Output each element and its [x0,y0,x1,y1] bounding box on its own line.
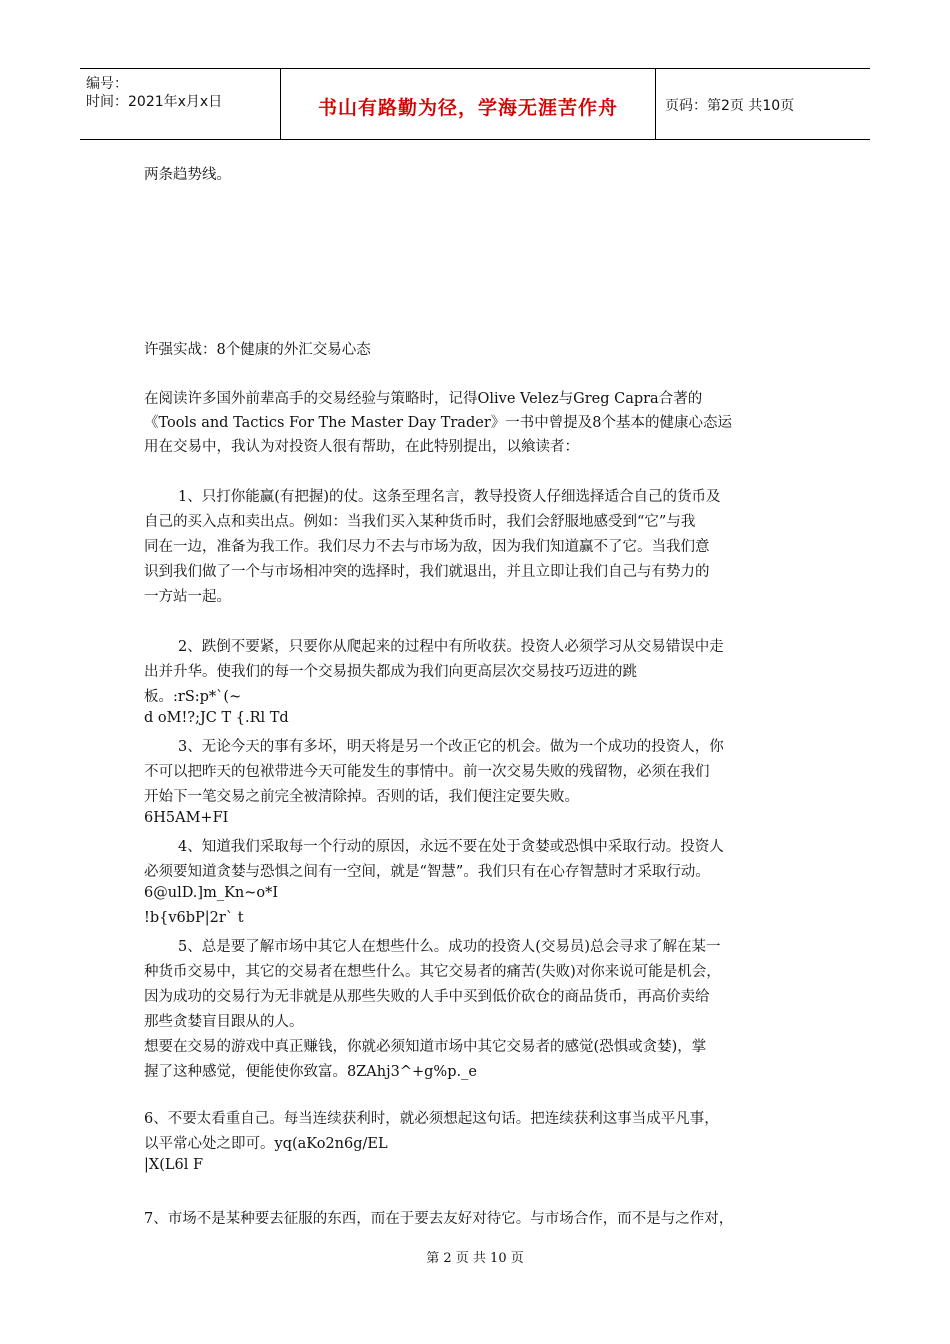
body-line: 6H5AM+FI [144,810,229,826]
body-line: 因为成功的交易行为无非就是从那些失败的人手中买到低价砍仓的商品货币，再高价卖给 [144,989,710,1005]
body-line: 板。:rS:p*`(~ [144,689,242,705]
body-line: 同在一边，准备为我工作。我们尽力不去与市场为敌，因为我们知道赢不了它。当我们意 [144,539,710,555]
body-line: 3、无论今天的事有多坏，明天将是另一个改正它的机会。做为一个成功的投资人，你 [178,739,724,755]
body-line: 在阅读许多国外前辈高手的交易经验与策略时，记得Olive Velez与Greg Capra合著的 [144,391,703,407]
header-page-cell [655,69,870,139]
document-time-label: 时间：2021年x月x日 [86,94,223,110]
body-line: 一方站一起。 [144,589,231,605]
document-number-label: 编号： [86,76,128,92]
header-motto: 书山有路勤为径，学海无涯苦作舟 [317,97,618,119]
header-page-info: 页码：第2页 共10页 [665,98,795,114]
body-line: 识到我们做了一个与市场相冲突的选择时，我们就退出，并且立即让我们自己与有势力的 [144,564,710,580]
body-line: 5、总是要了解市场中其它人在想些什么。成功的投资人(交易员)总会寻求了解在某一 [178,939,721,955]
page-footer: 第 2 页 共 10 页 [426,1251,524,1266]
page-header [80,68,870,140]
body-line: 1、只打你能赢(有把握)的仗。这条至理名言，教导投资人仔细选择适合自己的货币及 [178,489,721,505]
section-title: 许强实战：8个健康的外汇交易心态 [144,342,371,358]
body-line: 2、跌倒不要紧，只要你从爬起来的过程中有所收获。投资人必须学习从交易错误中走 [178,639,724,655]
body-line: 以平常心处之即可。yq(aKo2n6g/EL [144,1136,388,1152]
body-line: 6@ulD.]m_Kn~o*I [144,885,279,901]
body-line: 想要在交易的游戏中真正赚钱，你就必须知道市场中其它交易者的感觉(恐惧或贪婪)，掌 [144,1039,707,1055]
body-line: 那些贪婪盲目跟从的人。 [144,1014,304,1030]
body-line: d oM!?;JC T {.Rl Td [144,710,289,726]
body-line: !b{v6bP|2r` t [144,910,244,926]
body-line: 用在交易中，我认为对投资人很有帮助，在此特别提出，以飨读者： [144,439,579,455]
body-line: 握了这种感觉，便能使你致富。8ZAhj3^+g%p._e [144,1064,477,1080]
body-line: 两条趋势线。 [144,167,231,183]
body-line: 必须要知道贪婪与恐惧之间有一空间，就是“智慧”。我们只有在心存智慧时才采取行动。 [144,864,710,880]
body-line: 开始下一笔交易之前完全被清除掉。否则的话，我们便注定要失败。 [144,789,579,805]
body-line: |X(L6l F [144,1157,204,1173]
header-meta-cell [80,69,280,139]
body-line: 《Tools and Tactics For The Master Day Trader》一书中曾提及8个基本的健康心态运 [144,415,732,431]
body-line: 种货币交易中，其它的交易者在想些什么。其它交易者的痛苦(失败)对你来说可能是机会， [144,964,721,980]
body-line: 4、知道我们采取每一个行动的原因，永远不要在处于贪婪或恐惧中采取行动。投资人 [178,839,724,855]
body-line: 自己的买入点和卖出点。例如：当我们买入某种货币时，我们会舒服地感受到“它”与我 [144,514,696,530]
body-line: 不可以把昨天的包袱带进今天可能发生的事情中。前一次交易失败的残留物，必须在我们 [144,764,710,780]
body-line: 7、市场不是某种要去征服的东西，而在于要去友好对待它。与市场合作，而不是与之作对， [144,1211,734,1227]
header-motto-cell [280,69,656,139]
body-line: 6、不要太看重自己。每当连续获利时，就必须想起这句话。把连续获利这事当成平凡事， [144,1111,719,1127]
body-line: 出并升华。使我们的每一个交易损失都成为我们向更高层次交易技巧迈进的跳 [144,664,637,680]
